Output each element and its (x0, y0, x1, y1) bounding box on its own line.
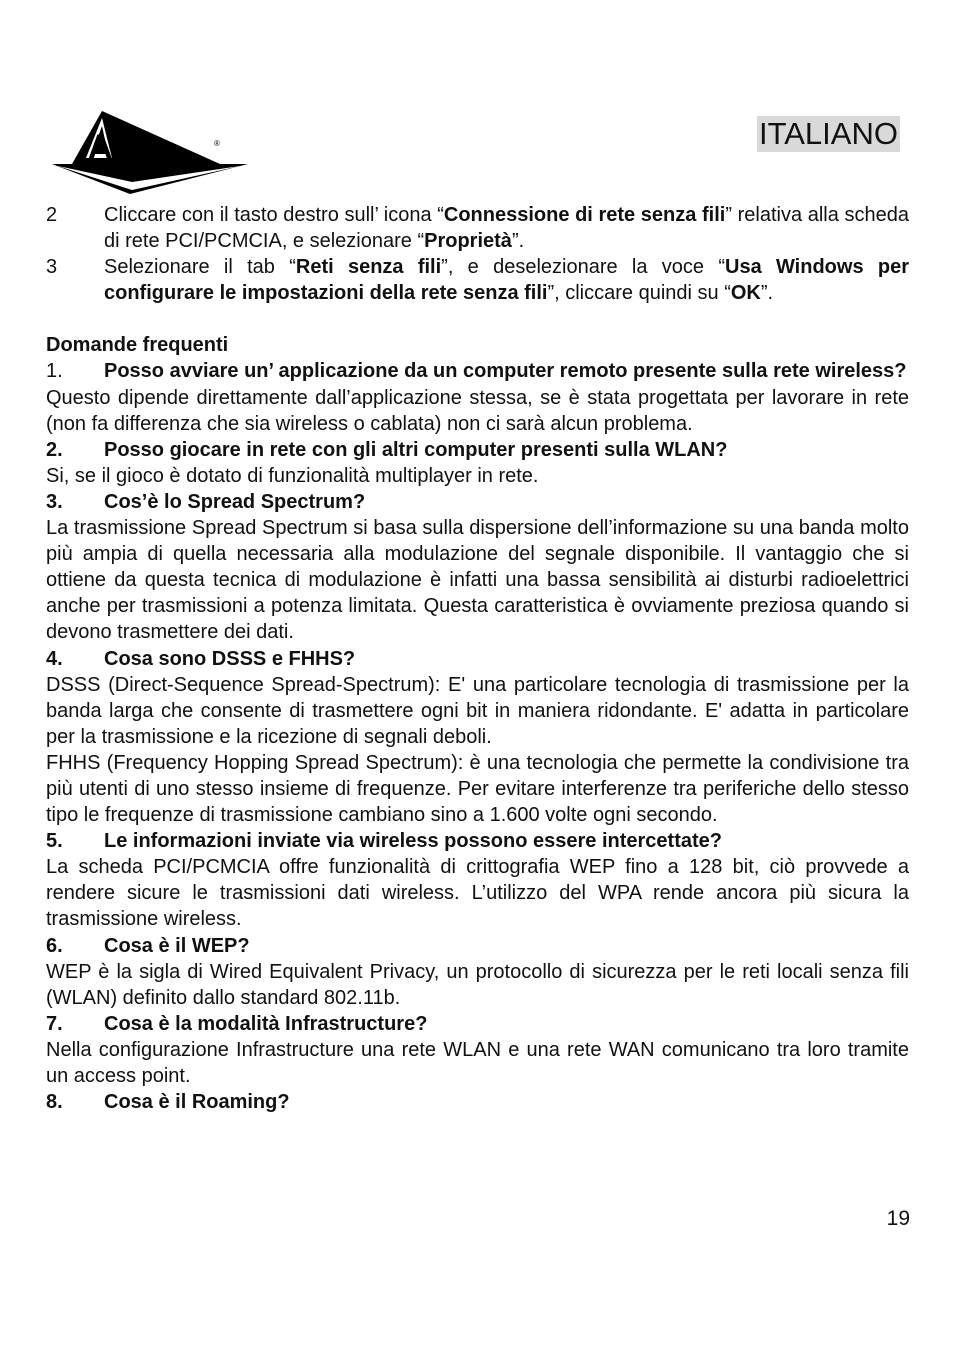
faq-answer: Nella configurazione Infrastructure una rete WLAN e una rete WAN comunicano tra loro tramite un access point. (46, 1038, 909, 1087)
atlantis-land-logo (50, 106, 250, 198)
faq-question-number: 7. (46, 1012, 63, 1035)
faq-question (46, 933, 909, 959)
document-body (46, 202, 909, 1115)
instruction-step (46, 254, 909, 306)
faq-answer: La scheda PCI/PCMCIA offre funzionalità di crittografia WEP fino a 128 bit, ciò provvede a rendere sicure le trasmissioni dati wireless. L’utilizzo del WPA rende ancora più sicura la trasmissione wireless. (46, 856, 909, 931)
step-text-segment: ”, cliccare quindi su “ (547, 282, 731, 305)
faq-question-number: 1. (46, 360, 63, 383)
faq-answer: Si, se il gioco è dotato di funzionalità multiplayer in rete. (46, 464, 539, 487)
step-text (104, 202, 909, 254)
instruction-steps (46, 202, 909, 306)
faq-answer: DSSS (Direct-Sequence Spread-Spectrum): E' una particolare tecnologia di trasmissione per la banda larga che consente di trasmettere ogni bit in maniera ridondante. E' adatta in particolare per la trasmissione e la ricezione di segnali deboli. (46, 673, 909, 748)
step-text-emphasis: Proprietà (424, 230, 512, 253)
faq-answer: La trasmissione Spread Spectrum si basa sulla dispersione dell’informazione su una banda molto più ampia di quella necessaria alla modulazione del segnale disponibile. Il vantaggio che si ottiene da questa tecnica di modulazione è infatti una bassa sensibilità ai disturbi radioelettrici anche per trasmissioni a potenza limitata. Questa caratteristica è ovviamente preziosa quando si devono trasmettere dei dati. (46, 517, 909, 644)
faq-question (46, 358, 909, 384)
faq-question-number: 6. (46, 934, 63, 957)
faq-answer: FHHS (Frequency Hopping Spread Spectrum): è una tecnologia che permette la condivisione tra più utenti di uno stesso insieme di frequenze. Per evitare interferenze tra periferiche dello stesso tipo le frequenze di trasmissione cambiano sino a 1.600 volte ogni secondo. (46, 751, 909, 827)
logo-letter: A (88, 128, 113, 166)
faq-question-text: Posso avviare un’ applicazione da un computer remoto presente sulla rete wireless? (104, 360, 907, 383)
step-number: 2 (46, 204, 58, 226)
faq-list (46, 358, 909, 1115)
instruction-step (46, 202, 909, 254)
faq-question-text: Cos’è lo Spread Spectrum? (104, 490, 366, 513)
faq-question (46, 828, 909, 854)
logo-registered-mark: ® (214, 139, 220, 148)
step-text-segment: ”, e deselezionare la voce “ (441, 256, 725, 279)
step-text-segment: Cliccare con il tasto destro sull’ icona “ (104, 204, 444, 226)
faq-question-text: Posso giocare in rete con gli altri computer presenti sulla WLAN? (104, 438, 728, 461)
faq-question-text: Le informazioni inviate via wireless possono essere intercettate? (104, 830, 722, 853)
step-text-segment: ”. (511, 230, 525, 253)
faq-question-text: Cosa è la modalità Infrastructure? (104, 1012, 428, 1035)
faq-question-number: 4. (46, 647, 63, 670)
step-text-segment: ” relativa alla scheda di rete PCI/PCMCIA, e selezionare “ (104, 204, 909, 253)
page-number: 19 (886, 1207, 910, 1230)
faq-question-number: 3. (46, 490, 63, 513)
faq-question-number: 5. (46, 830, 63, 853)
logo-text-top: TLANTIS (114, 141, 169, 156)
step-text-segment: Selezionare il tab “ (104, 256, 296, 279)
logo-graphic (50, 106, 250, 198)
faq-answer: Questo dipende direttamente dall’applicazione stessa, se è stata progettata per lavorare in rete (non fa differenza che sia wireless o cablata) non ci sarà alcun problema. (46, 386, 909, 435)
step-text-emphasis: Connessione di rete senza fili (443, 204, 726, 226)
faq-question (46, 437, 909, 463)
step-text-emphasis: OK (730, 282, 761, 305)
step-text-segment: ”. (760, 282, 774, 305)
faq-question-text: Cosa è il Roaming? (104, 1091, 290, 1114)
faq-question-number: 8. (46, 1091, 63, 1114)
faq-heading: Domande frequenti (46, 334, 229, 357)
faq-question (46, 646, 909, 672)
faq-question (46, 1089, 909, 1115)
language-label: ITALIANO (759, 116, 898, 151)
faq-question-text: Cosa sono DSSS e FHHS? (104, 647, 356, 670)
faq-question (46, 489, 909, 515)
faq-question-number: 2. (46, 438, 63, 461)
faq-question (46, 1011, 909, 1037)
faq-answer: WEP è la sigla di Wired Equivalent Privacy, un protocollo di sicurezza per le reti locali senza fili (WLAN) definito dallo standard 802.11b. (46, 960, 909, 1009)
step-text (104, 254, 909, 306)
step-text-emphasis: Reti senza fili (295, 256, 442, 279)
step-text-emphasis: Usa Windows per configurare le impostazioni della rete senza fili (104, 256, 909, 305)
step-number: 3 (46, 256, 58, 279)
faq-question-text: Cosa è il WEP? (104, 934, 250, 957)
logo-text-bottom: AND (116, 155, 138, 166)
